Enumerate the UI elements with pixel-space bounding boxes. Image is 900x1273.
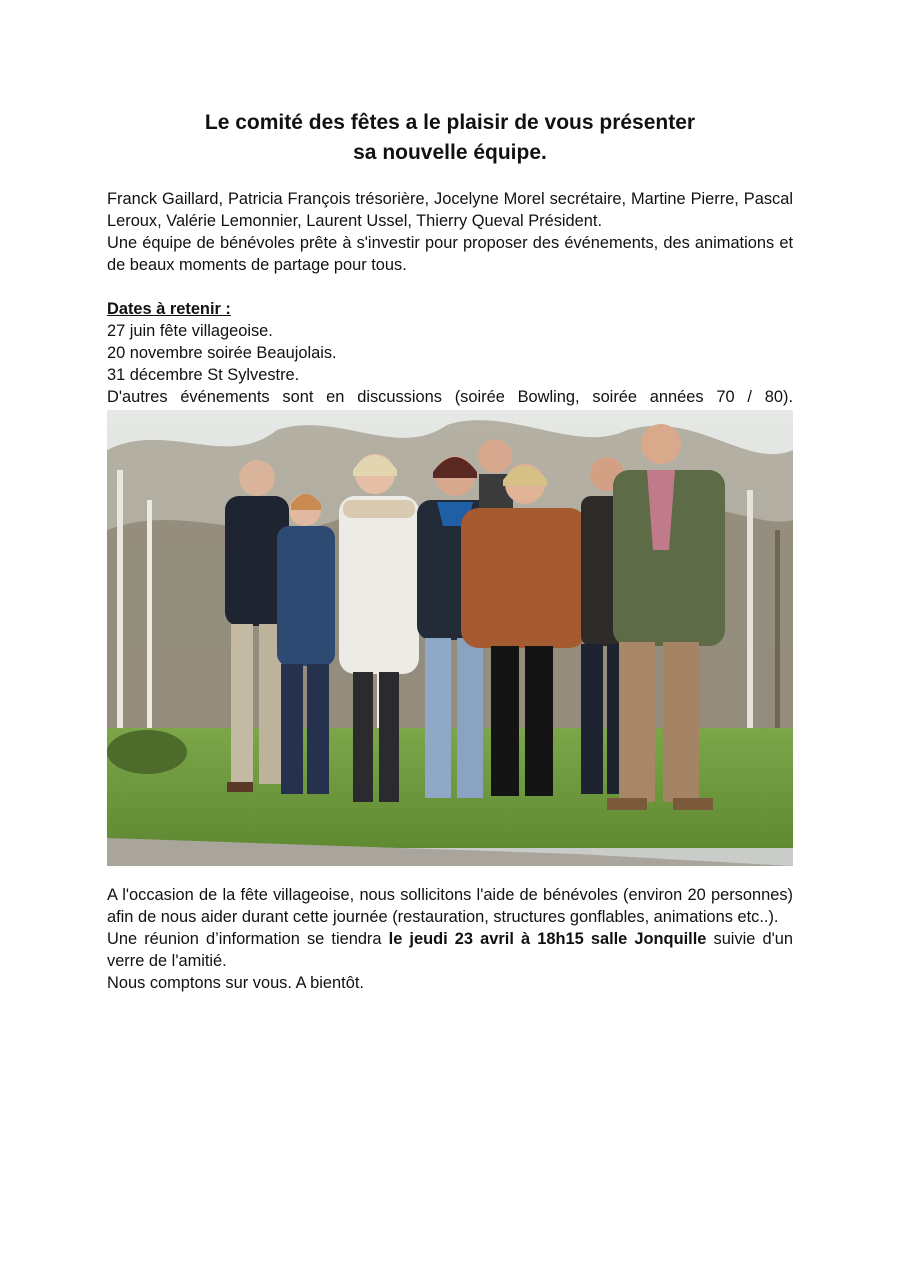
- title-line-2: sa nouvelle équipe.: [353, 141, 547, 164]
- closing-text: Nous comptons sur vous. A bientôt.: [107, 974, 364, 992]
- meeting-date-location: le jeudi 23 avril à 18h15 salle Jonquille: [388, 930, 707, 948]
- team-group-photo: [107, 410, 793, 866]
- shrub: [107, 730, 187, 774]
- volunteers-text: A l'occasion de la fête villageoise, nous sollicitons l'aide de bénévoles (environ 20 personnes) afin de nous aider durant cette journée (restauration, structures gonflables, animations etc..).: [107, 886, 793, 926]
- meeting-text: [107, 928, 793, 972]
- other-events-text: D'autres événements sont en discussions (soirée Bowling, soirée années 70 / 80).: [107, 388, 793, 406]
- meeting-text-before: Une réunion d’information se tiendra: [107, 930, 389, 948]
- meeting-text-after: suivie d'un verre de l'amitié.: [107, 930, 794, 970]
- dates-heading: Dates à retenir :: [107, 300, 231, 318]
- date-item: 20 novembre soirée Beaujolais.: [107, 344, 337, 362]
- volunteer-appeal: [107, 884, 793, 994]
- title-line-1: Le comité des fêtes a le plaisir de vous présenter: [204, 111, 696, 134]
- members-text: Franck Gaillard, Patricia François trésorière, Jocelyne Morel secrétaire, Martine Pierre, Pascal Leroux, Valérie Lemonnier, Laurent Ussel, Thierry Queval Président.: [107, 190, 793, 230]
- group-photo-illustration: [107, 410, 793, 866]
- dates-section: [107, 298, 793, 408]
- intro-paragraph: [107, 188, 793, 276]
- date-item: 31 décembre St Sylvestre.: [107, 366, 300, 384]
- date-item: 27 juin fête villageoise.: [107, 322, 273, 340]
- page-title: [107, 108, 793, 168]
- team-text: Une équipe de bénévoles prête à s'investir pour proposer des événements, des animations et de beaux moments de partage pour tous.: [107, 234, 793, 274]
